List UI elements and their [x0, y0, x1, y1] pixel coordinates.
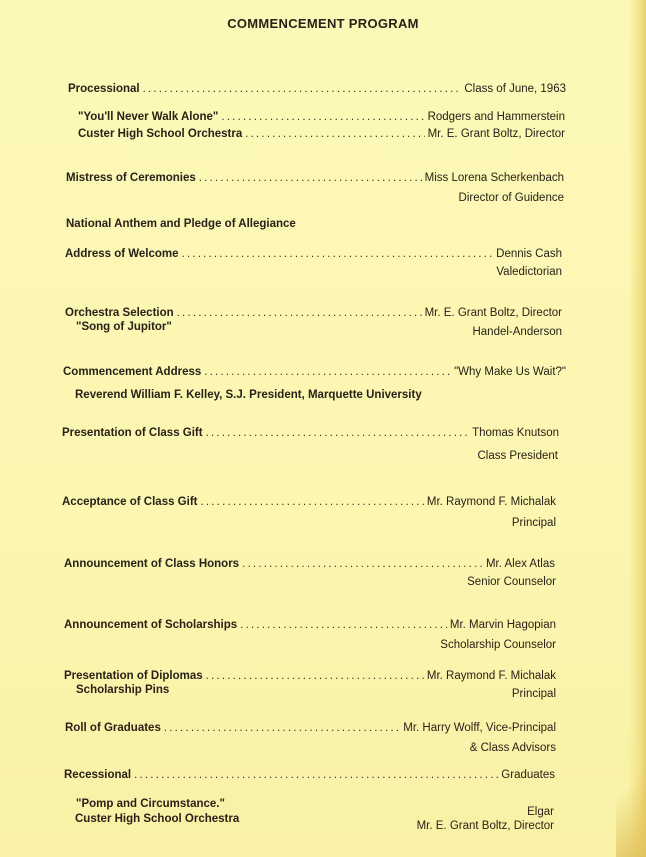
orchestra-selection-value: Mr. E. Grant Boltz, Director	[424, 307, 562, 319]
scholarships-value: Mr. Marvin Hagopian	[449, 619, 556, 631]
welcome-label: Address of Welcome	[65, 248, 179, 260]
diplomas-label: Presentation of Diplomas	[64, 670, 203, 682]
processional-row	[68, 83, 566, 95]
acceptance-row	[62, 496, 556, 508]
recessional-label: Recessional	[64, 769, 132, 781]
leader-dots	[240, 619, 447, 631]
orchestra-label-1: Custer High School Orchestra	[78, 128, 243, 140]
pomp-label: "Pomp and Circumstance."	[76, 798, 225, 810]
diplomas-sub-left: Scholarship Pins	[76, 684, 170, 696]
scholarships-label: Announcement of Scholarships	[64, 619, 238, 631]
orchestra-selection-row	[65, 307, 562, 319]
orchestra-selection-sub-left: "Song of Jupitor"	[76, 321, 172, 333]
graduates-label: Roll of Graduates	[65, 722, 161, 734]
pomp-value: Elgar	[527, 806, 554, 818]
welcome-row	[65, 248, 562, 260]
paper-edge	[628, 0, 646, 857]
orchestra-label-2: Custer High School Orchestra	[75, 813, 240, 825]
leader-dots	[199, 172, 422, 184]
leader-dots	[204, 366, 451, 378]
orchestra-row-1	[78, 128, 565, 140]
never-walk-value: Rodgers and Hammerstein	[427, 111, 565, 123]
diplomas-value: Mr. Raymond F. Michalak	[426, 670, 556, 682]
orchestra-value-2: Mr. E. Grant Boltz, Director	[416, 820, 554, 832]
mistress-label: Mistress of Ceremonies	[66, 172, 196, 184]
leader-dots	[134, 769, 498, 781]
graduates-row	[65, 722, 556, 734]
recessional-value: Graduates	[501, 769, 555, 781]
commencement-speaker: Reverend William F. Kelley, S.J. President, Marquette University	[75, 389, 422, 401]
commencement-address-value: "Why Make Us Wait?"	[454, 366, 566, 378]
honors-label: Announcement of Class Honors	[64, 558, 240, 570]
class-gift-value: Thomas Knutson	[472, 427, 559, 439]
anthem-label: National Anthem and Pledge of Allegiance	[66, 218, 296, 230]
scholarships-row	[64, 619, 556, 631]
orchestra-selection-label: Orchestra Selection	[65, 307, 174, 319]
commencement-address-label: Commencement Address	[63, 366, 202, 378]
acceptance-sub: Principal	[511, 517, 556, 529]
leader-dots	[206, 670, 424, 682]
class-gift-row	[62, 427, 559, 439]
orchestra-value-1: Mr. E. Grant Boltz, Director	[427, 128, 565, 140]
leader-dots	[245, 128, 424, 140]
never-walk-label: "You'll Never Walk Alone"	[78, 111, 219, 123]
welcome-value: Dennis Cash	[496, 248, 562, 260]
leader-dots	[206, 427, 469, 439]
honors-row	[64, 558, 555, 570]
leader-dots	[182, 248, 494, 260]
orchestra-selection-sub: Handel-Anderson	[472, 326, 562, 338]
processional-label: Processional	[68, 83, 140, 95]
never-walk-row	[78, 111, 565, 123]
class-gift-sub: Class President	[477, 450, 558, 462]
mistress-value: Miss Lorena Scherkenbach	[424, 172, 564, 184]
leader-dots	[221, 111, 424, 123]
leader-dots	[143, 83, 462, 95]
diplomas-row	[64, 670, 556, 682]
mistress-sub: Director of Guidence	[458, 192, 564, 204]
graduates-value: Mr. Harry Wolff, Vice-Principal	[403, 722, 556, 734]
honors-sub: Senior Counselor	[467, 576, 556, 588]
diplomas-sub: Principal	[511, 688, 556, 700]
welcome-sub: Valedictorian	[496, 266, 562, 278]
page-title: COMMENCEMENT PROGRAM	[227, 16, 419, 31]
mistress-row	[66, 172, 564, 184]
scholarships-sub: Scholarship Counselor	[440, 639, 556, 651]
commencement-address-row	[63, 366, 566, 378]
class-gift-label: Presentation of Class Gift	[62, 427, 203, 439]
leader-dots	[200, 496, 423, 508]
graduates-sub: & Class Advisors	[469, 742, 556, 754]
acceptance-value: Mr. Raymond F. Michalak	[426, 496, 556, 508]
processional-value: Class of June, 1963	[464, 83, 566, 95]
honors-value: Mr. Alex Atlas	[485, 558, 555, 570]
acceptance-label: Acceptance of Class Gift	[62, 496, 198, 508]
paper-corner-wear	[616, 737, 646, 857]
leader-dots	[177, 307, 422, 319]
recessional-row	[64, 769, 555, 781]
leader-dots	[164, 722, 400, 734]
leader-dots	[242, 558, 483, 570]
